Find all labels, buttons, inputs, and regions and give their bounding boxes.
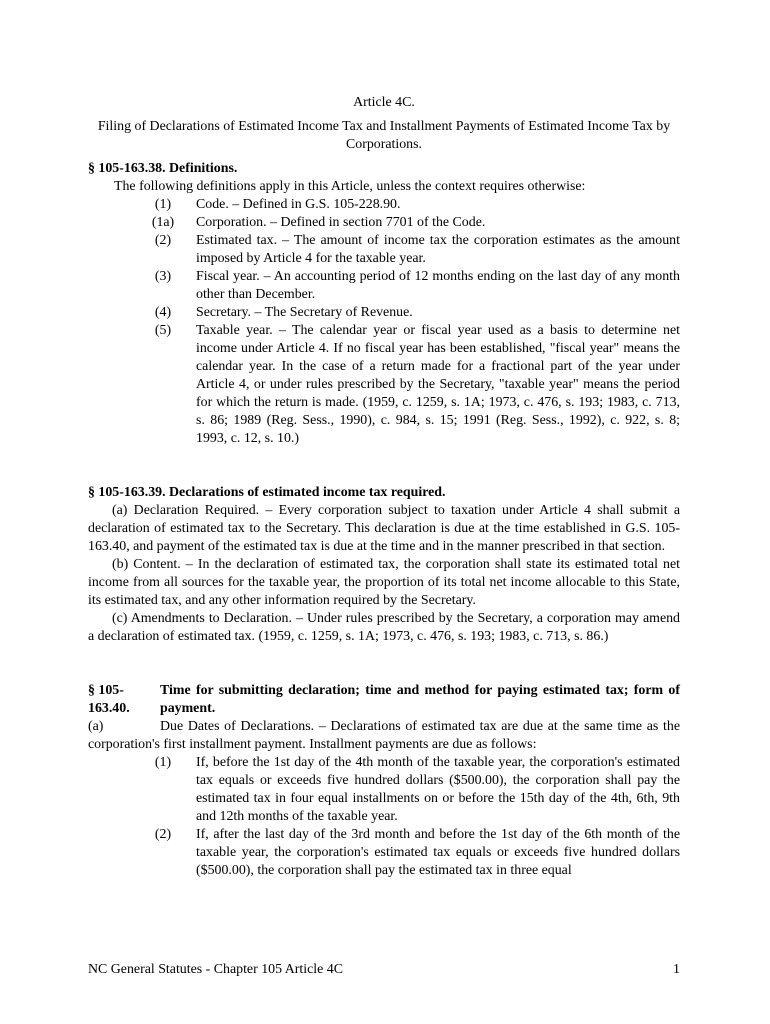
footer-title: NC General Statutes - Chapter 105 Article 4C <box>88 962 343 977</box>
definition-item <box>130 322 680 448</box>
section-38-heading: § 105-163.38. Definitions. <box>88 161 238 176</box>
subsection-a-text: Due Dates of Declarations. – Declarations of estimated tax are due at the same time as the corporation's first installment payment. Installment payments are due as follows: <box>88 719 680 752</box>
definition-number: (3) <box>154 269 172 284</box>
subsection-a-label: (a) <box>88 719 104 734</box>
due-date-number: (2) <box>154 827 172 842</box>
section-39-paragraph-b: (b) Content. – In the declaration of estimated tax, the corporation shall state its estimated total net income from all sources for the taxable year, the proportion of its total net income allocable to this State, its estimated tax, and any other information required by the Secretary. <box>88 557 680 608</box>
due-date-text: If, before the 1st day of the 4th month of the taxable year, the corporation's estimated tax equals or exceeds five hundred dollars ($500.00), the corporation shall pay the estimated tax in four equal installments on or before the 15th day of the 4th, 6th, 9th and 12th months of the taxable year. <box>196 755 680 824</box>
section-40-heading <box>88 682 680 718</box>
section-40-title: Time for submitting declaration; time and method for paying estimated tax; form of payment. <box>160 683 680 716</box>
section-spacer <box>88 448 680 484</box>
section-40-subsection-a <box>88 718 680 754</box>
definition-text: Fiscal year. – An accounting period of 12 months ending on the last day of any month other than December. <box>196 269 680 302</box>
definition-item <box>130 304 680 322</box>
definition-item <box>130 232 680 268</box>
due-date-item <box>130 754 680 826</box>
article-title: Filing of Declarations of Estimated Income Tax and Installment Payments of Estimated Income Tax by Corporations. <box>97 119 671 152</box>
definition-text: Code. – Defined in G.S. 105-228.90. <box>196 197 401 212</box>
section-39-paragraph-a: (a) Declaration Required. – Every corporation subject to taxation under Article 4 shall submit a declaration of estimated tax to the Secretary. This declaration is due at the time established in G.S. 105-163.40, and payment of the estimated tax is due at the time and in the manner prescribed in that section. <box>88 503 680 554</box>
page-number: 1 <box>673 962 680 977</box>
definition-text: Secretary. – The Secretary of Revenue. <box>196 305 413 320</box>
section-39-heading: § 105-163.39. Declarations of estimated income tax required. <box>88 485 446 500</box>
section-38-intro: The following definitions apply in this Article, unless the context requires otherwise: <box>114 179 586 194</box>
definition-number: (2) <box>154 233 172 248</box>
section-39-paragraph-c: (c) Amendments to Declaration. – Under rules prescribed by the Secretary, a corporation may amend a declaration of estimated tax. (1959, c. 1259, s. 1A; 1973, c. 476, s. 193; 1983, c. 713, s. 86.) <box>88 611 680 644</box>
definition-item <box>130 268 680 304</box>
definition-text: Estimated tax. – The amount of income tax the corporation estimates as the amount imposed by Article 4 for the taxable year. <box>196 233 680 266</box>
section-spacer <box>88 646 680 682</box>
article-heading: Article 4C. <box>353 95 415 110</box>
due-date-text: If, after the last day of the 3rd month and before the 1st day of the 6th month of the taxable year, the corporation's estimated tax equals or exceeds five hundred dollars ($500.00), the corporation shall pay the estimated tax in three equal <box>196 827 680 878</box>
definition-text: Corporation. – Defined in section 7701 of the Code. <box>196 215 486 230</box>
page-footer <box>88 962 680 978</box>
definition-text: Taxable year. – The calendar year or fiscal year used as a basis to determine net income under Article 4. If no fiscal year has been established, "fiscal year" means the calendar year. In the case of a return made for a fractional part of the year under Article 4, or under rules prescribed by the Secretary, "taxable year" means the period for which the return is made. (1959, c. 1259, s. 1A; 1973, c. 476, s. 193; 1983, c. 713, s. 86; 1989 (Reg. Sess., 1990), c. 984, s. 15; 1991 (Reg. Sess., 1992), c. 922, s. 8; 1993, c. 12, s. 10.) <box>196 323 680 446</box>
definitions-list <box>88 196 680 448</box>
definition-item <box>130 196 680 214</box>
due-date-item <box>130 826 680 880</box>
definition-number: (5) <box>154 323 172 338</box>
definition-number: (1) <box>154 197 172 212</box>
definition-number: (1a) <box>151 215 175 230</box>
due-dates-list <box>88 754 680 880</box>
definition-item <box>130 214 680 232</box>
due-date-number: (1) <box>154 755 172 770</box>
definition-number: (4) <box>154 305 172 320</box>
page-content <box>88 94 680 880</box>
section-40-number: § 105-163.40. <box>88 683 130 716</box>
